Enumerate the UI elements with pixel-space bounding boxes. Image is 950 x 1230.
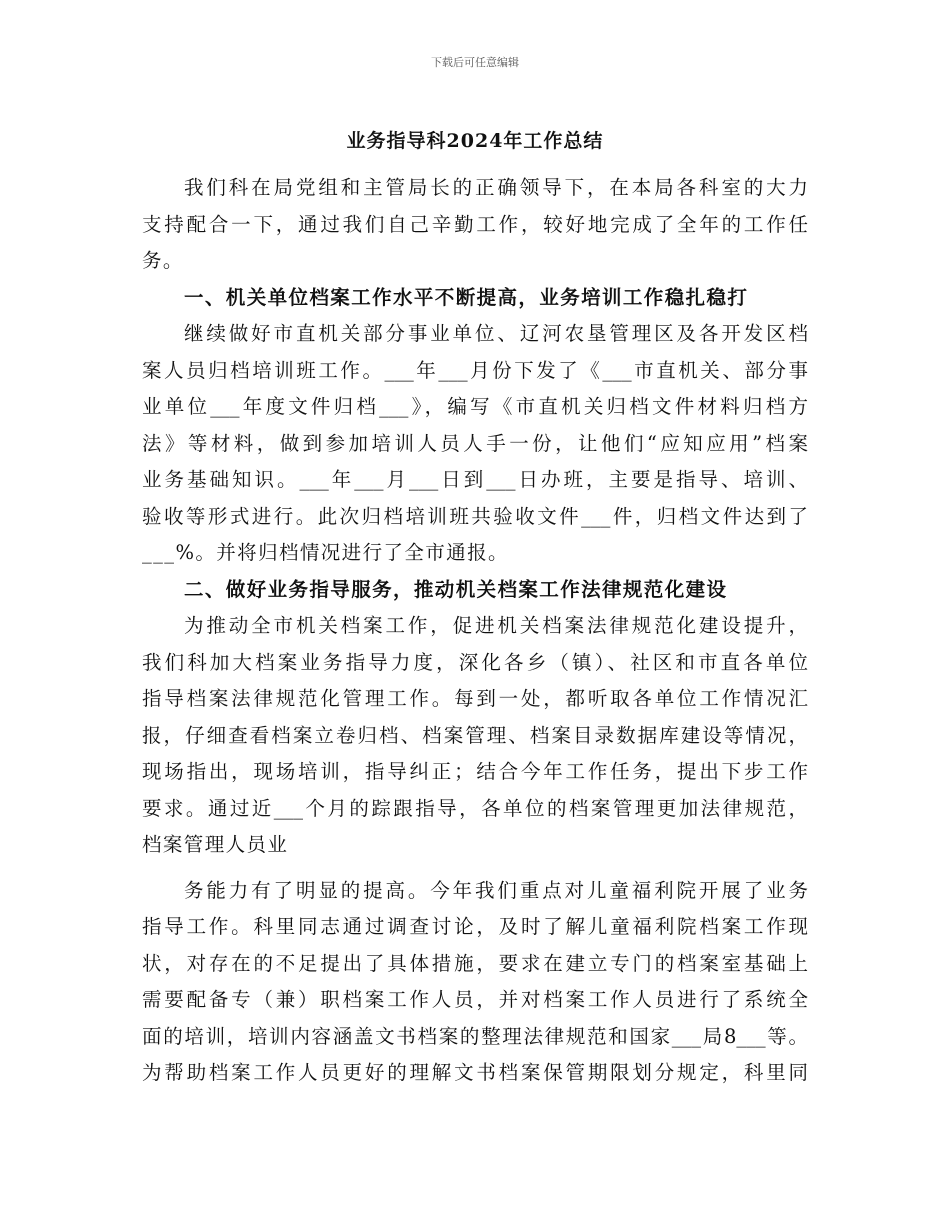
body-text-line: 要求。通过近___个月的踪跟指导，各单位的档案管理更加法律规范， [142,796,808,820]
body-text-line: 法》等材料，做到参加培训人员人手一份，让他们“应知应用”档案 [142,431,808,455]
body-text-line: 需要配备专（兼）职档案工作人员，并对档案工作人员进行了系统全 [142,988,808,1011]
body-text-line: 我们科加大档案业务指导力度，深化各乡（镇）、社区和市直各单位 [142,650,808,674]
body-text-line: 指导档案法律规范化管理工作。每到一处，都听取各单位工作情况汇 [142,687,808,710]
page-header-note: 下载后可任意编辑 [431,56,519,69]
body-text-line: ___%。并将归档情况进行了全市通报。 [142,541,509,564]
document-title: 业务指导科2024年工作总结 [346,130,604,152]
body-text-line: 为帮助档案工作人员更好的理解文书档案保管期限划分规定，科里同 [142,1061,808,1084]
section-heading: 二、做好业务指导服务，推动机关档案工作法律规范化建设 [184,577,728,601]
body-text-line: 我们科在局党组和主管局长的正确领导下，在本局各科室的大力 [184,176,808,199]
body-text-line: 现场指出，现场培训，指导纠正；结合今年工作任务，提出下步工作 [142,760,808,783]
body-text-line: 状，对存在的不足提出了具体措施，要求在建立专门的档案室基础上 [142,951,808,975]
document-body [142,170,808,1092]
section-heading: 一、机关单位档案工作水平不断提高，业务培训工作稳扎稳打 [184,285,749,309]
body-text-line: 指导工作。科里同志通过调查讨论，及时了解儿童福利院档案工作现 [142,915,808,938]
paragraph-gap [142,864,808,873]
body-text-line: 验收等形式进行。此次归档培训班共验收文件___件，归档文件达到了 [142,504,808,528]
body-text-line: 为推动全市机关档案工作，促进机关档案法律规范化建设提升， [184,614,808,637]
body-text-line: 案人员归档培训班工作。___年___月份下发了《___市直机关、部分事 [142,358,808,382]
body-text-line: 支持配合一下，通过我们自己辛勤工作，较好地完成了全年的工作任 [142,212,808,236]
body-text-line: 业单位___年度文件归档___》，编写《市直机关归档文件材料归档方 [142,395,808,418]
body-text-line: 面的培训，培训内容涵盖文书档案的整理法律规范和国家___局8___等。 [142,1024,808,1048]
body-text-line: 报，仔细查看档案立卷归档、档案管理、档案目录数据库建设等情况， [142,723,808,747]
body-text-line: 继续做好市直机关部分事业单位、辽河农垦管理区及各开发区档 [184,322,808,345]
body-text-line: 档案管理人员业 [142,833,289,856]
body-text-line: 业务基础知识。___年___月___日到___日办班，主要是指导、培训、 [142,468,808,491]
body-text-line: 务。 [142,249,184,272]
body-text-line: 务能力有了明显的提高。今年我们重点对儿童福利院开展了业务 [184,878,808,902]
